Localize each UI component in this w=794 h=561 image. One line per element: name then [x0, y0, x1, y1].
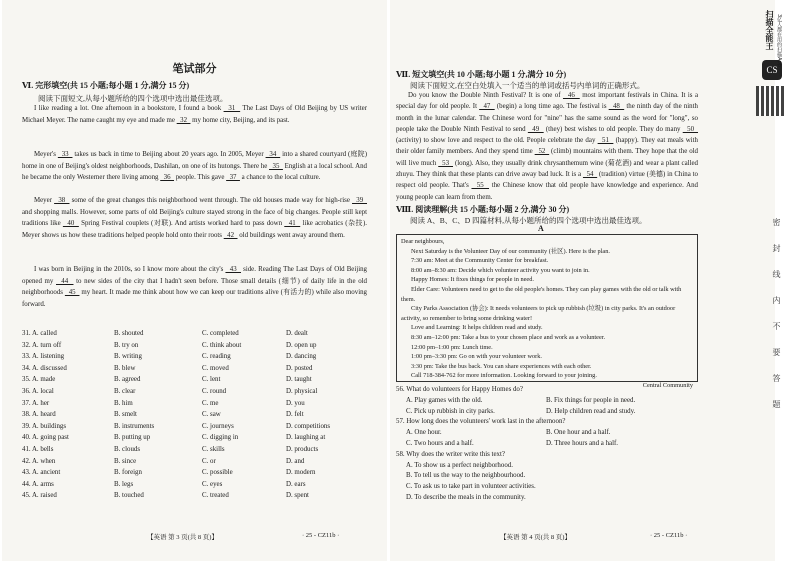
scanner-logo-icon: CS [762, 60, 782, 80]
section7-title: Ⅶ. 短文填空(共 10 小题;每小题 1 分,满分 10 分) [396, 70, 567, 79]
option-choice[interactable]: B. foreign [114, 469, 142, 477]
option-choice[interactable]: D. and [286, 457, 305, 465]
option-choice[interactable]: D. you [286, 399, 305, 407]
option-row [2, 328, 382, 339]
exam-page-4 [390, 0, 775, 561]
option-choice[interactable]: D. dancing [286, 353, 317, 361]
notice-body [401, 237, 693, 381]
footer-page: 【英语 第 4 页(共 8 页)】 [500, 534, 571, 541]
cloze-paragraph-3: Meyer 38 some of the great changes this neighborhood went through. The old houses made way for high-rise 39 and shopping malls. However, some parts of old Beijing's culture stayed strong in the face of big changes. People still kept traditions like 40 Spring Festival couplets (对联). And artists worked hard to pass down 41 like acrobatics (杂技). Meyer shows us how these traditions helped people hold onto their roots 42 old buildings went away around them. [22, 197, 368, 239]
option-row [2, 386, 382, 397]
option-choice[interactable]: C. eyes [202, 480, 223, 488]
notice-line: Happy Homes: It fixes things for people in need. [411, 276, 534, 284]
option-choice[interactable]: C. reading [202, 353, 231, 361]
question-stem: 57. How long does the volunteers' work last in the afternoon? [396, 418, 566, 426]
qr-code-icon [756, 86, 786, 116]
option-row [2, 363, 382, 374]
question-option[interactable]: C. Pick up rubbish in city parks. [406, 407, 495, 415]
option-choice[interactable]: B. putting up [114, 434, 151, 442]
question-option[interactable]: A. One hour. [406, 429, 442, 437]
option-choice[interactable]: C. skills [202, 446, 225, 453]
question-stem: 56. What do volunteers for Happy Homes do? [396, 386, 523, 393]
notice-line: 12:00 pm–1:00 pm: Lunch time. [411, 343, 493, 351]
seal-line-notice: 密 封 线 内 不 要 答 题 [772, 218, 781, 416]
option-choice[interactable]: B. smelt [114, 411, 137, 419]
option-choice[interactable]: C. digging in [202, 434, 239, 442]
footer-page: 【英语 第 3 页(共 8 页)】 [147, 534, 218, 541]
option-choice[interactable]: 37. A. her [22, 399, 50, 407]
option-choice[interactable]: 45. A. raised [22, 492, 57, 500]
option-choice[interactable]: C. treated [202, 492, 229, 500]
notice-line: Dear neighbours, [401, 238, 445, 245]
option-choice[interactable]: D. taught [286, 376, 312, 384]
option-row [2, 432, 382, 443]
notice-line: Love and Learning: It helps children read and study. [411, 324, 543, 332]
notice-signature: Central Community [642, 381, 693, 389]
notice-line: Call 718-384-762 for more information. Looking forward to your joining. [411, 372, 597, 380]
option-choice[interactable]: C. saw [202, 411, 221, 419]
option-choice[interactable]: D. competitions [286, 422, 331, 430]
notice-line: 3:30 pm: Take the bus back. You can share experiences with each other. [411, 362, 592, 370]
question-option[interactable]: C. To ask us to take part in volunteer activities. [406, 483, 536, 491]
option-row [2, 421, 382, 432]
option-choice[interactable]: C. completed [202, 330, 239, 337]
exam-page-3 [2, 0, 387, 561]
option-choice[interactable]: D. products [286, 446, 319, 453]
fill-in-passage: Do you know the Double Ninth Festival? It is one of 46 most important festivals in China. It is a special day for old people. It 47 (begin) a long time ago. The festival is 48 the ninth day of the ninth month in the lunar calendar. The Chinese word for "nine" has the same sound as the word for "long", so people take the Double Ninth Festival to send 49 (they) best wishes to old people. They do many 50 (activity) to show love and respect to the old. People celebrate the day 51 (happy). They eat meals with their older family members. And they spend time 52 (climb) mountains with them. They hope that the old will live much 53 (long). Also, they usually drink chrysanthemum wine (菊花酒) and wear a plant called zhuyu. They think that these plants can drive away bad luck. It is a 54 (tradition) virtue (美德) in China to respect old people. That's 55 the Chinese know that old people have knowledge and experience. And young people can learn from them. [396, 92, 699, 201]
option-choice[interactable]: B. since [114, 457, 137, 465]
notice-line: Elder Care: Volunteers need to get to the old people's homes. They can play games with the old or talk with them. [401, 285, 682, 303]
option-row [2, 490, 382, 501]
option-choice[interactable]: 39. A. buildings [22, 422, 67, 430]
option-row [2, 456, 382, 467]
option-choice[interactable]: D. ears [286, 480, 306, 488]
option-choice[interactable]: 35. A. made [22, 376, 56, 384]
notice-line: 8:30 am–12:00 pm: Take a bus to your chosen place and work as a volunteer. [411, 333, 606, 341]
option-row [2, 409, 382, 420]
option-choice[interactable]: C. round [202, 388, 227, 395]
cloze-paragraph-4: I was born in Beijing in the 2010s, so I know more about the city's 43 side. Reading The Last Days of Old Beijing opened my 44 to new sides of the city that I hadn't seen before. Those small details (细节) of daily life in the old neighborhoods 45 my heart. It made me think about how we can keep our traditions alive (有活力的) while also moving forward. [22, 266, 368, 308]
option-choice[interactable]: 36. A. local [22, 388, 54, 395]
option-choice[interactable]: C. lent [202, 376, 221, 384]
section6-title: Ⅵ. 完形填空(共 15 小题;每小题 1 分,满分 15 分) [22, 81, 190, 90]
option-choice[interactable]: C. moved [202, 364, 229, 372]
option-choice[interactable]: 40. A. going past [22, 434, 69, 442]
question-option[interactable]: D. Help children read and study. [546, 407, 636, 415]
section7-instruction: 阅读下面短文,在空白处填入一个适当的单词或括号内单词的正确形式。 [410, 81, 645, 90]
question-option[interactable]: A. To show us a perfect neighborhood. [406, 461, 513, 469]
option-choice[interactable]: C. think about [202, 341, 242, 349]
notice-line: Next Saturday is the Volunteer Day of our community (社区). Here is the plan. [411, 247, 610, 255]
option-choice[interactable]: B. blew [114, 364, 136, 372]
option-choice[interactable]: 33. A. listening [22, 353, 65, 361]
question-option[interactable]: A. Play games with the old. [406, 396, 483, 404]
option-choice[interactable]: C. or [202, 457, 216, 465]
section8-title: Ⅷ. 阅读理解(共 15 小题;每小题 2 分,满分 30 分) [396, 205, 570, 214]
section6-instruction: 阅读下面短文,从每小题所给的四个选项中选出最佳选项。 [38, 94, 228, 103]
option-choice[interactable]: 43. A. ancient [22, 469, 61, 477]
option-choice[interactable]: B. legs [114, 480, 134, 488]
question-option[interactable]: B. One hour and a half. [546, 429, 611, 437]
option-row [2, 351, 382, 362]
option-choice[interactable]: 31. A. called [22, 330, 57, 337]
app-subtitle: 3亿人都在用的扫描App [776, 14, 782, 67]
section-header: 笔试部分 [172, 63, 217, 75]
option-choice[interactable]: B. shouted [114, 330, 144, 337]
option-choice[interactable]: B. clear [114, 388, 136, 395]
option-choice[interactable]: B. instruments [114, 422, 155, 430]
question-stem: 58. Why does the writer write this text? [396, 450, 505, 458]
cloze-paragraph-1: I like reading a lot. One afternoon in a bookstore, I found a book 31 The Last Days of Old Beijing by US writer Michael Meyer. The name caught my eye and made me 32 my home city, Beijing, and its past. [22, 105, 368, 124]
option-choice[interactable]: B. writing [114, 353, 142, 361]
option-row [2, 444, 382, 455]
question-option[interactable]: C. Two hours and a half. [406, 440, 474, 447]
footer-code: · 25 - CZ11b · [650, 532, 688, 539]
question-option[interactable]: B. Fix things for people in need. [546, 396, 636, 404]
volunteer-notice [396, 234, 698, 389]
option-choice[interactable]: 41. A. bells [22, 446, 54, 453]
option-choice[interactable]: D. dealt [286, 330, 308, 337]
option-choice[interactable]: C. me [202, 399, 219, 407]
option-choice[interactable]: D. laughing at [286, 434, 326, 442]
option-choice[interactable]: 42. A. when [22, 457, 56, 465]
option-choice[interactable]: D. posted [286, 364, 313, 372]
option-choice[interactable]: D. modern [286, 469, 316, 477]
part-label: A [538, 224, 544, 233]
option-row [2, 398, 382, 409]
option-row [2, 340, 382, 351]
option-row [2, 467, 382, 478]
option-choice[interactable]: C. possible [202, 469, 233, 477]
option-choice[interactable]: B. clouds [114, 446, 141, 453]
option-choice[interactable]: 32. A. turn off [22, 341, 62, 349]
notice-line: 1:00 pm–3:30 pm: Go on with your volunteer work. [411, 353, 542, 361]
option-choice[interactable]: 34. A. discussed [22, 364, 67, 372]
question-option[interactable]: D. Three hours and a half. [546, 440, 619, 447]
option-choice[interactable]: B. try on [114, 341, 139, 349]
notice-line: 8:00 am–8:30 am: Decide which volunteer activity you want to join in. [411, 266, 590, 274]
option-choice[interactable]: 44. A. arms [22, 480, 54, 488]
option-choice[interactable]: D. felt [286, 411, 304, 419]
option-choice[interactable]: C. journeys [202, 422, 234, 430]
option-row [2, 374, 382, 385]
option-choice[interactable]: B. touched [114, 492, 144, 500]
app-name: 扫描全能王 [765, 10, 774, 50]
option-choice[interactable]: B. agreed [114, 376, 141, 384]
option-choice[interactable]: B. him [114, 399, 133, 407]
option-row [2, 479, 382, 490]
notice-line: 7:30 am: Meet at the Community Center for breakfast. [411, 257, 549, 265]
option-choice[interactable]: D. physical [286, 388, 318, 395]
question-option[interactable]: D. To describe the meals in the community. [406, 494, 526, 501]
question-option[interactable]: B. To tell us the way to the neighbourhood. [406, 472, 526, 480]
footer-code: · 25 - CZ11b · [302, 532, 340, 539]
section8-instruction: 阅读 A、B、C、D 四篇材料,从每小题所给的四个选项中选出最佳选项。 [410, 216, 647, 225]
notice-line: City Parks Association (协会): It needs volunteers to pick up rubbish (垃圾) in city parks. It's an outdoor activity, so remember to bring some drinking water! [401, 305, 676, 322]
option-choice[interactable]: 38. A. heard [22, 411, 56, 419]
option-choice[interactable]: D. spent [286, 492, 309, 500]
option-choice[interactable]: D. open up [286, 341, 317, 349]
cloze-paragraph-2: Meyer's 33 takes us back in time to Beijing about 20 years ago. In 2005, Meyer 34 into a shared courtyard (庭院) home in one of Beijing's oldest neighborhoods, Dashilan, on one of its hutongs. There he 35 English at a local school. And he became the only Westerner there living among 36 people. This gave 37 a chance to the local culture. [22, 151, 368, 182]
